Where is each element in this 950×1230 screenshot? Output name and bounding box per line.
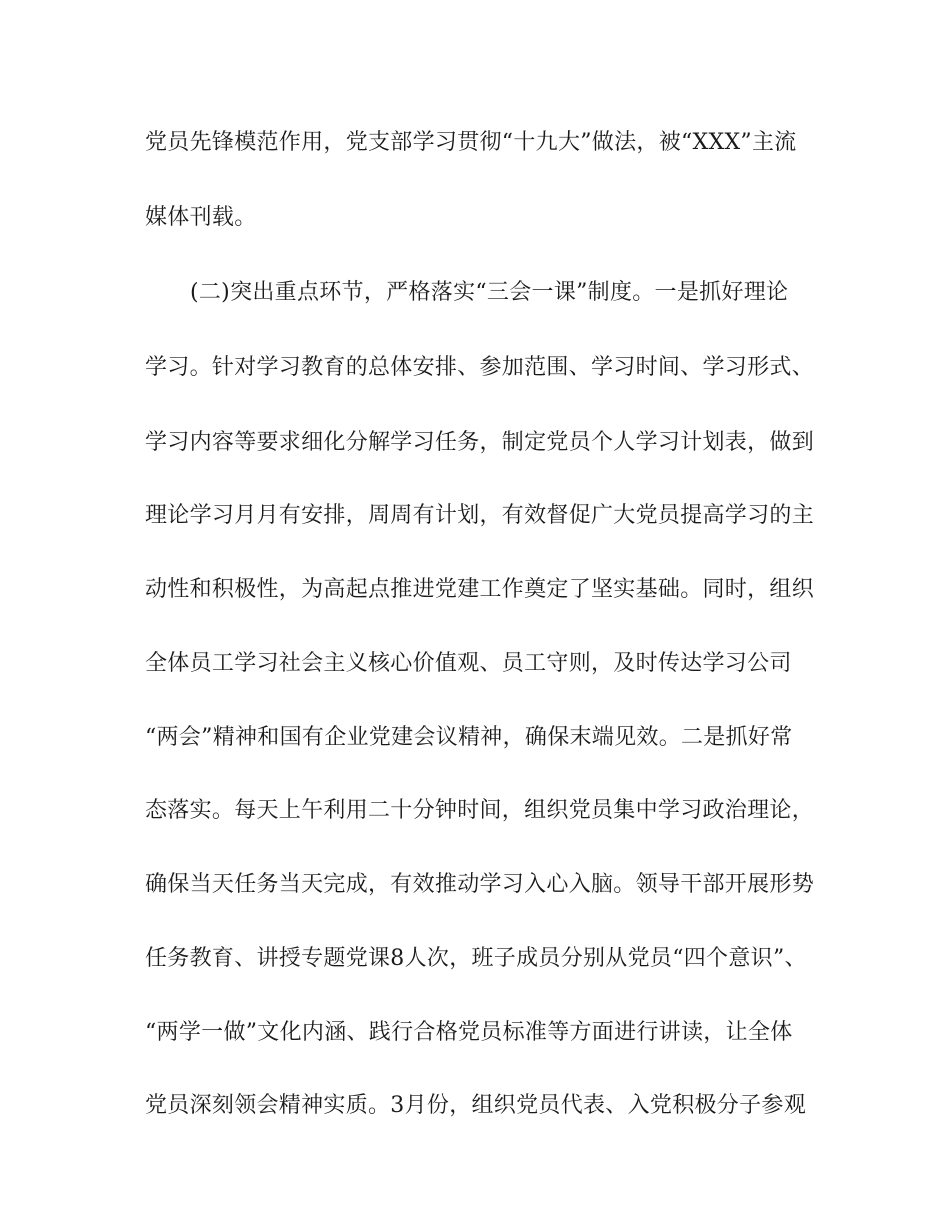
paragraph-start-line: (二)突出重点环节，严格落实“三会一课”制度。一是抓好理论: [190, 280, 789, 305]
text-line-2: 媒体刊载。: [145, 205, 257, 230]
text-line-1: 党员先锋模范作用，党支部学习贯彻“十九大”做法，被“XXX”主流: [145, 130, 797, 155]
text-line-7: 动性和积极性，为高起点推进党建工作奠定了坚实基础。同时，组织: [145, 577, 815, 602]
text-line-8: 全体员工学习社会主义核心价值观、员工守则，及时传达学习公司: [145, 651, 792, 676]
text-line-13: “两学一做”文化内涵、践行合格党员标准等方面进行讲读，让全体: [145, 1020, 793, 1045]
text-line-5: 学习内容等要求细化分解学习任务，制定党员个人学习计划表，做到: [145, 430, 815, 455]
text-line-11: 确保当天任务当天完成，有效推动学习入心入脑。领导干部开展形势: [145, 872, 815, 897]
text-line-6: 理论学习月月有安排，周周有计划，有效督促广大党员提高学习的主: [145, 503, 815, 528]
text-line-10: 态落实。每天上午利用二十分钟时间，组织党员集中学习政治理论，: [145, 798, 815, 823]
text-line-4: 学习。针对学习教育的总体安排、参加范围、学习时间、学习形式、: [145, 355, 815, 380]
text-line-12: 任务教育、讲授专题党课8人次，班子成员分别从党员“四个意识”、: [145, 946, 807, 971]
text-line-14: 党员深刻领会精神实质。3月份，组织党员代表、入党积极分子参观: [145, 1093, 806, 1118]
text-line-9: “两会”精神和国有企业党建会议精神，确保末端见效。二是抓好常: [145, 725, 793, 750]
